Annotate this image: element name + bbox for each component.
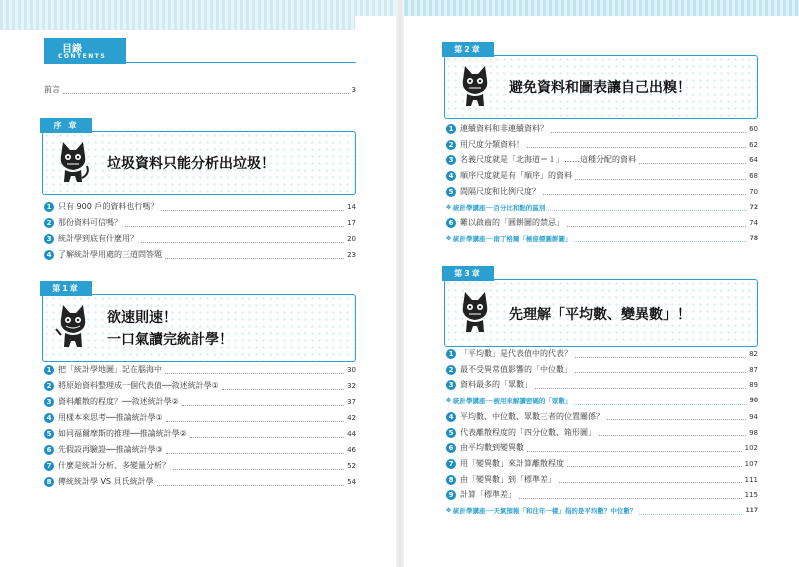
top-band-right [405, 0, 799, 16]
toc-entry[interactable] [44, 233, 356, 245]
page-number: 52 [347, 462, 356, 470]
page-number: 64 [749, 156, 758, 165]
chapter-title: 垃圾資料只能分析出垃圾！ [107, 156, 275, 172]
toc-entry[interactable] [44, 444, 356, 456]
top-band-step [355, 16, 799, 30]
page-number: 62 [749, 140, 758, 149]
toc-entry[interactable] [44, 396, 356, 408]
toc-entry[interactable] [446, 489, 758, 501]
number-badge-icon: 1 [446, 349, 456, 359]
leader-dots [166, 447, 344, 454]
toc-entry[interactable] [44, 364, 356, 376]
leader-dots [527, 445, 742, 452]
number-badge-icon: 3 [446, 155, 456, 165]
number-badge-icon: 4 [44, 250, 54, 260]
entry-title: 難以啟齒的「圓餅圖的禁忌」 [460, 218, 564, 228]
entry-title: 統計學講座──南丁格爾「極座標圓餅圖」 [453, 234, 572, 243]
entry-title: 由平均數到變異數 [460, 443, 524, 453]
leader-dots [125, 220, 344, 227]
chapter-tag: 第1章 [40, 281, 92, 296]
number-badge-icon: 1 [44, 202, 54, 212]
toc-entry[interactable] [44, 217, 356, 229]
entry-title: 把「統計學地圖」記在腦海中 [58, 365, 162, 374]
chapter-title-box [42, 294, 356, 362]
chapter-tag: 第2章 [442, 42, 494, 57]
page-number: 78 [749, 234, 758, 242]
leader-dots [157, 479, 344, 486]
leader-dots [551, 126, 746, 133]
page-number: 94 [749, 412, 758, 421]
page-number: 68 [749, 172, 758, 181]
number-badge-icon: 2 [44, 381, 54, 391]
leader-dots [535, 382, 746, 389]
toc-entry[interactable] [44, 412, 356, 424]
page-number: 14 [347, 203, 356, 211]
number-badge-icon: 7 [44, 461, 54, 471]
leader-dots [567, 220, 746, 227]
star-bullet-icon: ✽ [446, 203, 452, 211]
entry-title: 傳統統計學 VS 貝氏統計學 [58, 477, 154, 486]
chapter1-card [40, 281, 358, 357]
entry-title: 將原始資料整理成一個代表值──敘述統計學① [58, 381, 219, 390]
toc-entry[interactable] [446, 186, 758, 198]
toc-entry[interactable] [44, 460, 356, 472]
page-number: 20 [347, 235, 356, 243]
page-number: 82 [749, 350, 758, 358]
cat-mascot-icon [53, 138, 93, 188]
preface-entry[interactable] [44, 84, 356, 96]
number-badge-icon: 6 [44, 445, 54, 455]
page-number: 30 [347, 366, 356, 374]
leader-dots [567, 460, 742, 467]
leader-dots [182, 399, 344, 406]
number-badge-icon: 3 [44, 397, 54, 407]
entry-title: 最不受異常值影響的「中位數」 [460, 364, 572, 374]
page-number: 102 [744, 444, 758, 453]
entry-title: 統計學到底有什麼用？ [58, 234, 138, 243]
lecture-entry[interactable] [446, 395, 758, 407]
entry-title: 資料最多的「眾數」 [460, 380, 532, 390]
number-badge-icon: 1 [446, 124, 456, 134]
toc-entry[interactable] [446, 123, 758, 135]
chapter-title-line1: 欲速則速！ [107, 310, 177, 326]
entry-title: 計算「標準差」 [460, 490, 516, 500]
page-number: 89 [749, 381, 758, 390]
page-number: 44 [347, 430, 356, 438]
number-badge-icon: 7 [446, 459, 456, 469]
toc-entry[interactable] [44, 428, 356, 440]
page-number: 115 [744, 491, 758, 500]
page-number: 117 [745, 507, 758, 514]
number-badge-icon: 8 [44, 477, 54, 487]
leader-dots [166, 415, 344, 422]
entry-title: 連續資料和非連續資料？ [460, 124, 548, 133]
page-number: 98 [749, 428, 758, 437]
toc-entry[interactable] [446, 474, 758, 486]
entry-title: 代表離散程度的「四分位數、箱形圖」 [460, 427, 596, 437]
toc-entry[interactable] [446, 170, 758, 182]
leader-dots [173, 463, 344, 470]
toc-entry[interactable] [446, 217, 758, 229]
cat-mascot-icon [455, 288, 495, 338]
lecture-entry[interactable] [446, 202, 758, 214]
toc-entry[interactable] [446, 411, 758, 423]
chapter-title-box [444, 279, 758, 347]
toc-entry[interactable] [446, 154, 758, 166]
cat-mascot-icon [53, 301, 93, 353]
number-badge-icon: 4 [44, 413, 54, 423]
star-bullet-icon: ✽ [446, 234, 452, 242]
leader-dots [639, 157, 746, 164]
page-number: 23 [347, 251, 356, 259]
entry-title: 用「變異數」來計算離散程度 [460, 458, 564, 468]
entry-title: 間隔尺度和比例尺度？ [460, 186, 540, 196]
star-bullet-icon: ✽ [446, 397, 452, 405]
toc-rule [126, 62, 356, 63]
page-number: 107 [744, 459, 758, 468]
number-badge-icon: 6 [446, 443, 456, 453]
leader-dots [548, 204, 746, 211]
leader-dots [575, 173, 746, 180]
number-badge-icon: 2 [446, 140, 456, 150]
toc-entry[interactable] [446, 427, 758, 439]
page-number: 17 [347, 219, 356, 227]
leader-dots [222, 383, 344, 390]
lecture-entry[interactable] [446, 233, 758, 245]
leader-dots [527, 141, 746, 148]
leader-dots [607, 413, 746, 420]
toc-entry[interactable] [446, 364, 758, 376]
number-badge-icon: 4 [446, 412, 456, 422]
toc-entry[interactable] [446, 458, 758, 470]
chapter-title: 先理解「平均數、變異數」！ [509, 307, 691, 323]
entry-title: 用尺度分類資料！ [460, 139, 524, 149]
book-gutter [396, 0, 404, 567]
entry-title: 了解統計學用處的三道問答題 [58, 250, 162, 259]
page-number: 87 [749, 365, 758, 374]
chapter3-card [442, 266, 760, 338]
toc-entry[interactable] [446, 379, 758, 391]
entry-title: 統計學講座──被用來解讀密碼的「眾數」 [453, 397, 572, 406]
toc-entry[interactable] [44, 249, 356, 261]
leader-dots [574, 235, 746, 242]
page-number: 42 [347, 414, 356, 422]
toc-header [44, 38, 356, 64]
page-number: 74 [749, 219, 758, 228]
page-number: 3 [351, 86, 356, 94]
toc-entry[interactable] [446, 442, 758, 454]
toc-entry[interactable] [44, 476, 356, 488]
chapter-title: 避免資料和圖表讓自己出糗！ [509, 80, 691, 96]
star-bullet-icon: ✽ [446, 507, 452, 514]
toc-entry[interactable] [44, 380, 356, 392]
lecture-entry[interactable] [446, 505, 758, 517]
toc-title-box [44, 38, 126, 64]
number-badge-icon: 3 [44, 234, 54, 244]
page-number: 46 [347, 446, 356, 454]
entry-title: 統計學講座──天氣預報「和往年一樣」指的是平均數？中位數？ [453, 507, 637, 515]
number-badge-icon: 2 [44, 218, 54, 228]
page-number: 90 [749, 397, 758, 405]
number-badge-icon: 9 [446, 490, 456, 500]
entry-title: 只有 900 戶的資料也行嗎？ [58, 202, 159, 211]
cat-mascot-icon [455, 62, 495, 112]
number-badge-icon: 2 [446, 365, 456, 375]
leader-dots [161, 204, 344, 211]
chapter-title-line2: 一口氣讀完統計學！ [107, 332, 233, 348]
leader-dots [165, 367, 344, 374]
number-badge-icon: 4 [446, 171, 456, 181]
toc-entry[interactable] [446, 348, 758, 360]
chapter-title-box [42, 131, 356, 195]
number-badge-icon: 6 [446, 218, 456, 228]
leader-dots [575, 366, 746, 373]
toc-entry[interactable] [446, 139, 758, 151]
entry-title: 用樣本來思考──推論統計學① [58, 413, 163, 422]
leader-dots [190, 431, 344, 438]
page-number: 37 [347, 398, 356, 406]
entry-title: 那份資料可信嗎？ [58, 218, 122, 227]
preface-label: 前言 [44, 85, 60, 94]
entry-title: 「平均數」是代表值中的代表？ [460, 349, 572, 358]
leader-dots [559, 476, 742, 483]
page-number: 54 [347, 478, 356, 486]
number-badge-icon: 5 [44, 429, 54, 439]
entry-title: 如同福爾摩斯的推理──推論統計學② [58, 429, 187, 438]
page-number: 32 [347, 382, 356, 390]
entry-title: 名義尺度就是「北海道＝１」……這種分配的資料 [460, 155, 636, 165]
entry-title: 資料離散的程度？──敘述統計學② [58, 397, 179, 406]
entry-title: 什麼是統計分析、多變量分析？ [58, 461, 170, 470]
leader-dots [639, 508, 742, 515]
entry-title: 平均數、中位數、眾數三者的位置關係？ [460, 411, 604, 421]
prologue-chapter-card [40, 118, 358, 190]
entry-title: 由「變異數」到「標準差」 [460, 474, 556, 484]
toc-entry[interactable] [44, 201, 356, 213]
number-badge-icon: 5 [446, 187, 456, 197]
entry-title: 統計學講座──百分比和點的區別 [453, 203, 546, 212]
chapter-tag: 序 章 [40, 118, 92, 133]
number-badge-icon: 8 [446, 475, 456, 485]
page-number: 111 [744, 475, 758, 484]
number-badge-icon: 5 [446, 428, 456, 438]
chapter-tag: 第3章 [442, 266, 494, 281]
page-number: 60 [749, 125, 758, 133]
leader-dots [575, 351, 746, 358]
leader-dots [574, 398, 746, 405]
page-number: 70 [749, 187, 758, 196]
leader-dots [165, 252, 344, 259]
leader-dots [63, 87, 349, 94]
leader-dots [543, 188, 746, 195]
toc-subtitle: CONTENTS [58, 53, 107, 60]
entry-title: 順序尺度就是有「順序」的資料 [460, 171, 572, 181]
page-number: 72 [749, 203, 758, 211]
toc-title: 目錄 [62, 44, 82, 55]
number-badge-icon: 1 [44, 365, 54, 375]
leader-dots [519, 492, 742, 499]
entry-title: 先假設再驗證──推論統計學③ [58, 445, 163, 454]
chapter2-card [442, 42, 760, 114]
chapter-title-box [444, 55, 758, 119]
leader-dots [599, 429, 746, 436]
number-badge-icon: 3 [446, 380, 456, 390]
leader-dots [141, 236, 344, 243]
